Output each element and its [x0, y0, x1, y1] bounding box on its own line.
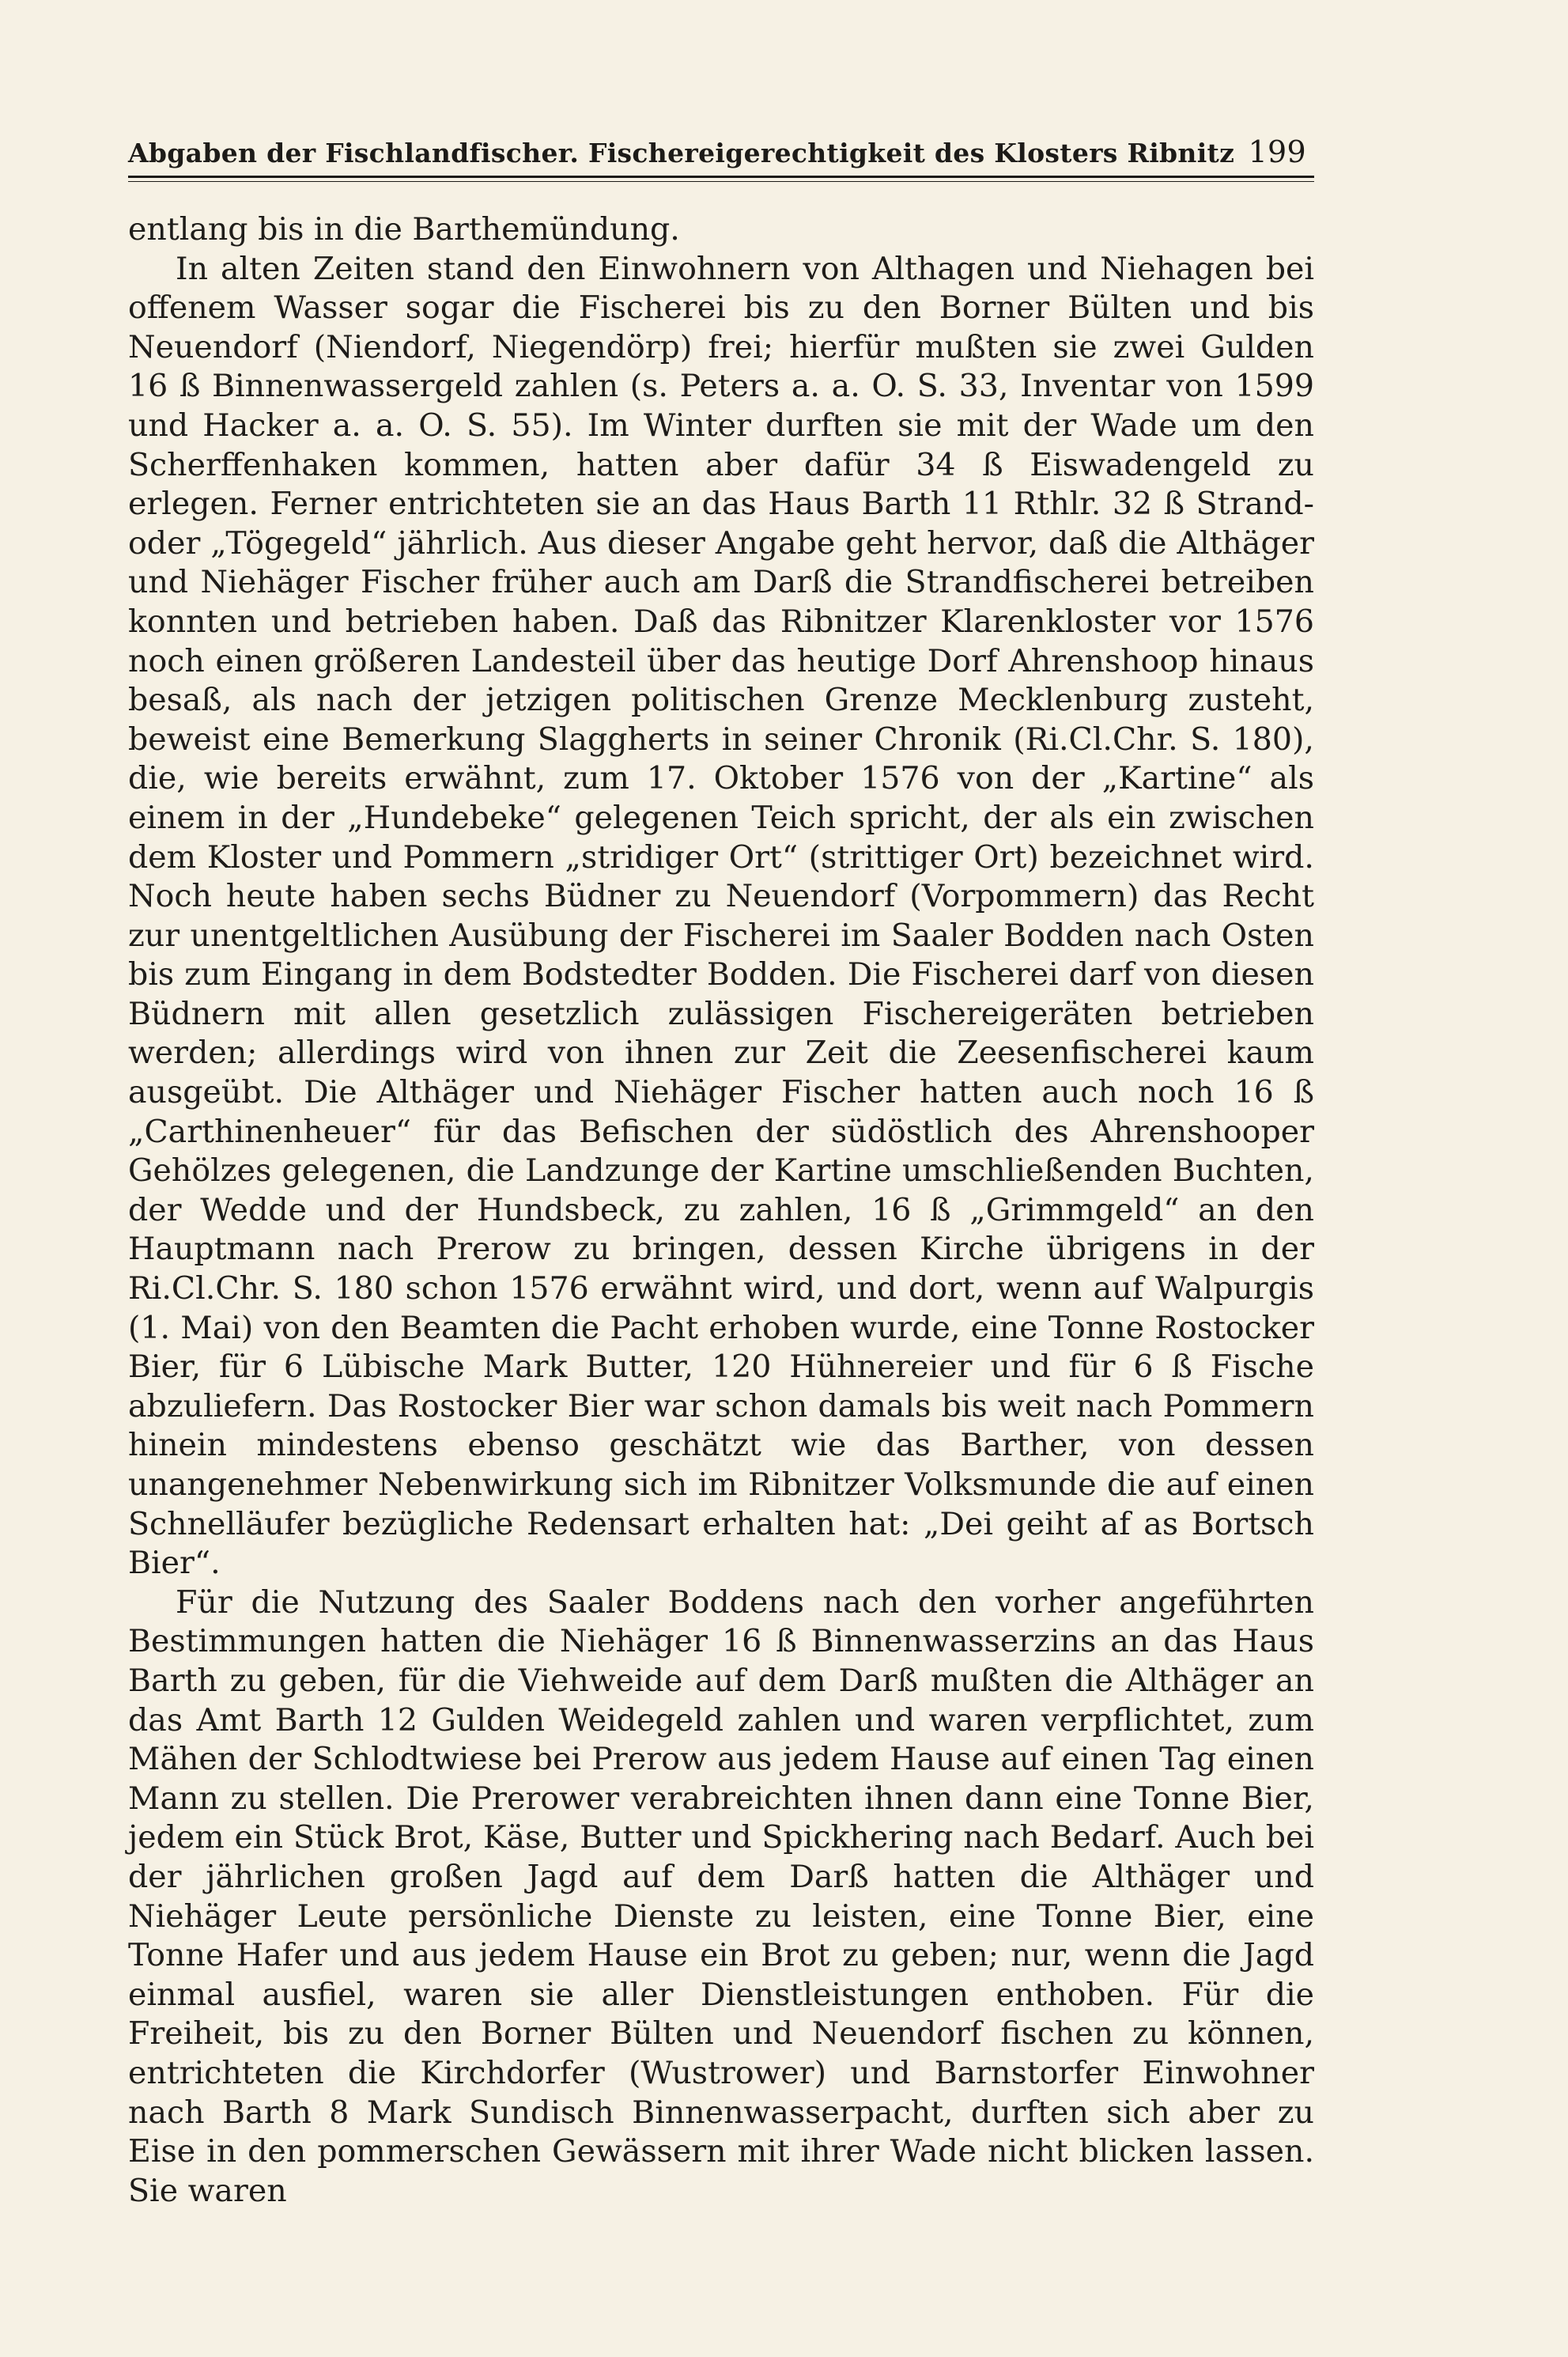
- paragraph: In alten Zeiten stand den Einwohnern von Althagen und Niehagen bei offenem Wasser sogar die Fischerei bis zu den Borner Bülten und bis Neuendorf (Niendorf, Niegendörp) frei; hierfür mußten sie zwei Gulden 16 ß Binnenwassergeld zahlen (s. Peters a. a. O. S. 33, Inventar von 1599 und Hacker a. a. O. S. 55). Im Winter durften sie mit der Wade um den Scherffenhaken kommen, hatten aber dafür 34 ß Eiswadengeld zu erlegen. Ferner entrichteten sie an das Haus Barth 11 Rthlr. 32 ß Strand- oder „Tögegeld“ jährlich. Aus dieser Angabe geht hervor, daß die Althäger und Niehäger Fischer früher auch am Darß die Strandfischerei betreiben konnten und betrieben haben. Daß das Ribnitzer Klarenkloster vor 1576 noch einen größeren Landesteil über das heutige Dorf Ahrenshoop hinaus besaß, als nach der jetzigen politischen Grenze Mecklenburg zusteht, beweist eine Bemerkung Slaggherts in seiner Chronik (Ri.Cl.Chr. S. 180), die, wie bereits erwähnt, zum 17. Oktober 1576 von der „Kartine“ als einem in der „Hundebeke“ gelegenen Teich spricht, der als ein zwischen dem Kloster und Pommern „stridiger Ort“ (strittiger Ort) bezeichnet wird. Noch heute haben sechs Büdner zu Neuendorf (Vorpommern) das Recht zur unentgeltlichen Ausübung der Fischerei im Saaler Bodden nach Osten bis zum Eingang in dem Bodstedter Bodden. Die Fischerei darf von diesen Büdnern mit allen gesetzlich zulässigen Fischereigeräten betrieben werden; allerdings wird von ihnen zur Zeit die Zeesenfischerei kaum ausgeübt. Die Althäger und Niehäger Fischer hatten auch noch 16 ß „Carthinenheuer“ für das Befischen der südöstlich des Ahrenshooper Gehölzes gelegenen, die Landzunge der Kartine umschließenden Buchten, der Wedde und der Hundsbeck, zu zahlen, 16 ß „Grimmgeld“ an den Hauptmann nach Prerow zu bringen, dessen Kirche übrigens in der Ri.Cl.Chr. S. 180 schon 1576 erwähnt wird, und dort, wenn auf Walpurgis (1. Mai) von den Beamten die Pacht erhoben wurde, eine Tonne Rostocker Bier, für 6 Lübische Mark Butter, 120 Hühnereier und für 6 ß Fische abzuliefern. Das Rostocker Bier war schon damals bis weit nach Pommern hinein mindestens ebenso geschätzt wie das Barther, von dessen unangenehmer Nebenwirkung sich im Ribnitzer Volksmunde die auf einen Schnelläufer bezügliche Redensart erhalten hat: „Dei geiht af as Bortsch Bier“.: [128, 250, 1314, 1582]
- running-header-title: Abgaben der Fischlandfischer. Fischereigerechtigkeit des Klosters Ribnitz: [128, 138, 1235, 168]
- body-text: [128, 210, 1314, 2211]
- header-rule: [128, 176, 1314, 182]
- paragraph: Für die Nutzung des Saaler Boddens nach den vorher angeführten Bestimmungen hatten die Niehäger 16 ß Binnenwasserzins an das Haus Barth zu geben, für die Viehweide auf dem Darß mußten die Althäger an das Amt Barth 12 Gulden Weidegeld zahlen und waren verpflichtet, zum Mähen der Schlodtwiese bei Prerow aus jedem Hause auf einen Tag einen Mann zu stellen. Die Prerower verabreichten ihnen dann eine Tonne Bier, jedem ein Stück Brot, Käse, Butter und Spickhering nach Bedarf. Auch bei der jährlichen großen Jagd auf dem Darß hatten die Althäger und Niehäger Leute persönliche Dienste zu leisten, eine Tonne Bier, eine Tonne Hafer und aus jedem Hause ein Brot zu geben; nur, wenn die Jagd einmal ausfiel, waren sie aller Dienstleistungen enthoben. Für die Freiheit, bis zu den Borner Bülten und Neuendorf fischen zu können, entrichteten die Kirchdorfer (Wustrower) und Barnstorfer Einwohner nach Barth 8 Mark Sundisch Binnenwasserpacht, durften sich aber zu Eise in den pommerschen Gewässern mit ihrer Wade nicht blicken lassen. Sie waren: [128, 1583, 1314, 2209]
- page-number: 199: [1248, 134, 1306, 169]
- page-content: [128, 134, 1314, 2211]
- running-header: [128, 134, 1314, 169]
- paragraph-continuation: entlang bis in die Barthemündung.: [128, 211, 680, 248]
